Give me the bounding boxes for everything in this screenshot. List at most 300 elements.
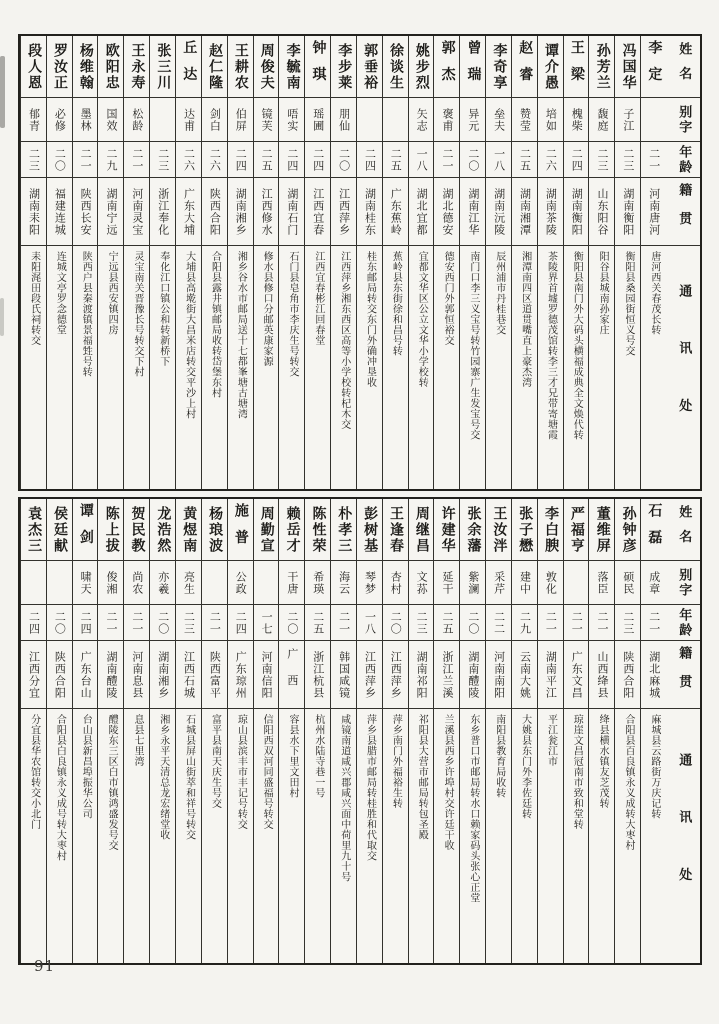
person-native-place-cell [615,178,640,246]
person-age-cell [150,605,175,641]
person-column [408,499,434,963]
person-byname: 琴梦 [363,570,377,595]
person-native-place-cell [254,641,279,709]
person-contact: 分宜县华农馆转交小北门 [28,714,40,830]
person-native-place-cell [279,178,304,246]
person-name: 李毓南 [284,42,301,91]
person-native-place-cell [383,641,408,709]
row-header-byname-cell [666,98,700,142]
person-contact-cell [279,246,304,489]
person-contact: 琼崖文昌冠南市致和堂转 [571,714,583,830]
person-age: 二一 [647,147,661,172]
person-age-cell [460,605,485,641]
person-native-place-cell [641,641,666,709]
person-byname-cell [383,98,408,142]
person-age: 二三 [27,147,41,172]
person-name-cell [279,499,304,561]
person-name-cell [538,499,563,561]
person-byname-cell [512,98,537,142]
person-byname-cell [21,561,46,605]
person-age: 二一 [130,147,144,172]
person-byname-cell [538,98,563,142]
person-age: 二一 [647,610,661,635]
person-age-cell [21,605,46,641]
person-column [382,36,408,489]
person-native-place-cell [409,641,434,709]
person-name-cell [254,499,279,561]
person-name: 周俊夫 [258,42,275,91]
person-column [330,499,356,963]
person-age: 二九 [518,610,532,635]
person-contact: 奉化江口镇公和转新桥下 [157,251,169,367]
person-native-place: 湖南衡阳 [621,187,635,236]
person-byname: 亮生 [182,570,196,595]
person-age-cell [512,142,537,178]
person-byname: 矢志 [415,107,429,132]
person-byname-cell [279,561,304,605]
person-name-cell [21,36,46,98]
person-byname: 杏村 [389,570,403,595]
person-age: 二六 [208,147,222,172]
person-column [227,499,253,963]
person-contact: 辰州浦市丹桂巷交 [493,251,505,335]
person-byname-cell [564,98,589,142]
person-age: 二一 [570,610,584,635]
person-age-cell [124,605,149,641]
person-contact-cell [47,246,72,489]
person-name: 谭剑 [77,502,94,557]
person-name-cell [564,36,589,98]
person-name-cell [202,499,227,561]
person-name: 周继昌 [413,505,430,554]
row-header-column [666,36,700,489]
person-byname-cell [641,561,666,605]
person-column [588,36,614,489]
row-header-native: 籍贯 [676,645,692,704]
person-name: 王永寿 [129,42,146,91]
person-age-cell [150,142,175,178]
person-native-place-cell [279,641,304,709]
person-age-cell [434,605,459,641]
person-column [356,499,382,963]
person-byname-cell [331,561,356,605]
person-column [72,36,98,489]
person-byname-cell [305,561,330,605]
person-byname: 镜芙 [260,107,274,132]
person-contact: 麻城县云路街万庆记转 [648,714,660,819]
person-age: 二二 [492,610,506,635]
person-native-place: 湖南醴陵 [105,650,119,699]
person-contact-cell [383,246,408,489]
person-name: 钟琪 [310,39,327,94]
person-native-place: 江西修水 [260,187,274,236]
person-contact-cell [331,246,356,489]
person-age: 二五 [440,610,454,635]
person-name-cell [73,36,98,98]
person-byname-cell [228,561,253,605]
person-contact: 平江瓮江市 [545,714,557,767]
person-native-place-cell [98,178,123,246]
person-byname: 槐柴 [570,107,584,132]
person-native-place-cell [228,178,253,246]
person-byname: 俊湘 [105,570,119,595]
person-native-place-cell [124,178,149,246]
person-name: 欧阳忠 [103,42,120,91]
person-name-cell [124,499,149,561]
row-header-age-cell [666,605,700,641]
person-native-place: 广东台山 [79,650,93,699]
person-contact: 衡阳县南门外大码头横福成典全文焕代转 [571,251,583,440]
person-contact-cell [641,709,666,963]
person-age-cell [305,605,330,641]
person-native-place-cell [202,641,227,709]
person-age-cell [98,142,123,178]
person-column [253,36,279,489]
person-age-cell [176,142,201,178]
person-native-place: 河南唐河 [647,187,661,236]
person-native-place: 广东蕉岭 [389,187,403,236]
person-name-cell [98,499,123,561]
person-name: 郭垂裕 [362,42,379,91]
person-native-place: 湖南石门 [285,187,299,236]
person-byname-cell [486,98,511,142]
person-name-cell [228,36,253,98]
person-name: 贺民教 [129,505,146,554]
person-byname-cell [279,98,304,142]
person-contact: 湘乡永平天清总龙宏绪堂收 [157,714,169,840]
person-name-cell [47,499,72,561]
person-age: 二三 [415,610,429,635]
person-contact: 茶陵界首墟罗德茂馆转李三才兄带寄塘霞 [545,251,557,440]
person-native-place: 湖南湘乡 [156,650,170,699]
person-contact: 湘潭南四区道贯嘴直上豪杰湾 [519,251,531,388]
person-age-cell [564,142,589,178]
person-column [330,36,356,489]
person-native-place-cell [383,178,408,246]
person-contact-cell [434,246,459,489]
person-age-cell [615,142,640,178]
person-age: 二一 [79,147,93,172]
person-column [201,499,227,963]
person-age: 二三 [156,147,170,172]
person-native-place-cell [538,641,563,709]
person-native-place: 广东大埔 [182,187,196,236]
person-contact-cell [641,246,666,489]
person-native-place: 山东阳谷 [596,187,610,236]
person-contact: 耒阳浘田段氏祠转交 [28,251,40,346]
person-age: 二〇 [156,610,170,635]
person-contact-cell [357,709,382,963]
person-contact: 桂东邮局转交东门外确冲垦收 [364,251,376,388]
person-native-place: 湖南平江 [544,650,558,699]
person-byname-cell [124,98,149,142]
person-name-cell [357,36,382,98]
person-column [511,36,537,489]
person-native-place-cell [176,641,201,709]
directory-table-bottom [18,497,702,965]
row-header-byname: 别字 [676,567,692,598]
person-contact: 石门县皂角市李庆生号转交 [287,251,299,377]
person-contact-cell [21,709,46,963]
person-name-cell [331,499,356,561]
person-contact-cell [538,709,563,963]
person-native-place: 浙江兰溪 [440,650,454,699]
person-age-cell [383,605,408,641]
person-contact: 灵宝南关晋豫长号转交下村 [131,251,143,377]
person-byname-cell [98,98,123,142]
person-contact: 南门口李三义宝号转竹园寨广生发宝号交 [467,251,479,440]
person-native-place: 江西宜春 [311,187,325,236]
person-byname-cell [254,561,279,605]
person-column [304,499,330,963]
person-name-cell [176,499,201,561]
person-native-place: 陕西合阳 [621,650,635,699]
person-native-place-cell [73,641,98,709]
person-contact-cell [538,246,563,489]
person-byname: 郁青 [27,107,41,132]
person-contact-cell [150,709,175,963]
person-byname-cell [254,98,279,142]
person-native-place: 陕西合阳 [208,187,222,236]
person-column [563,36,589,489]
person-byname-cell [409,98,434,142]
person-column [640,36,666,489]
row-header-byname: 别字 [676,104,692,135]
person-column [123,499,149,963]
person-contact: 合阳县露井镇邮局收转岱堡东村 [209,251,221,398]
person-contact: 东乡普口市邮局转水口赖家码头张心正堂 [467,714,479,903]
person-column [640,499,666,963]
row-header-column [666,499,700,963]
person-name-cell [434,499,459,561]
person-age-cell [279,142,304,178]
person-contact: 南阳县教育局收转 [493,714,505,798]
person-name-cell [538,36,563,98]
person-age: 二四 [285,147,299,172]
person-contact: 连城文亭罗念德堂 [54,251,66,335]
person-age-cell [409,605,434,641]
person-native-place-cell [512,641,537,709]
person-age-cell [202,605,227,641]
person-native-place: 湖北麻城 [647,650,661,699]
person-native-place-cell [460,641,485,709]
person-age: 二一 [130,610,144,635]
person-contact-cell [176,246,201,489]
person-byname-cell [47,98,72,142]
person-name-cell [21,499,46,561]
person-byname: 达甫 [182,107,196,132]
person-age: 二一 [440,147,454,172]
person-name: 赖岳才 [284,505,301,554]
person-byname-cell [460,561,485,605]
person-native-place-cell [512,178,537,246]
person-native-place: 湖北德安 [440,187,454,236]
person-name-cell [512,36,537,98]
person-age-cell [486,605,511,641]
person-name-cell [383,499,408,561]
person-contact-cell [331,709,356,963]
person-byname-cell [176,98,201,142]
person-contact-cell [615,709,640,963]
person-age-cell [98,605,123,641]
person-age-cell [641,605,666,641]
person-contact: 湘乡谷水市邮局送十七都峯塘古塘湾 [235,251,247,419]
person-contact-cell [176,709,201,963]
person-contact: 德安西门外郭恒裕交 [442,251,454,346]
person-name: 彭树基 [362,505,379,554]
person-contact: 石城县屏山街萃和祥号转交 [183,714,195,840]
row-header-native-cell [666,641,700,709]
person-contact-cell [305,246,330,489]
person-column [46,499,72,963]
person-byname: 培如 [544,107,558,132]
person-name: 周勤宣 [258,505,275,554]
person-column [304,36,330,489]
person-contact: 琼山县滨丰市丰记号转交 [235,714,247,830]
person-age: 二一 [596,610,610,635]
person-name: 王逢春 [387,505,404,554]
person-native-place: 湖北宜都 [415,187,429,236]
person-byname-cell [150,98,175,142]
person-name-cell [589,499,614,561]
person-native-place: 广东文昌 [570,650,584,699]
person-name: 石磊 [646,502,663,557]
person-byname: 异元 [466,107,480,132]
person-name: 董维屏 [594,505,611,554]
person-column [278,36,304,489]
person-age: 二〇 [389,610,403,635]
person-byname-cell [357,98,382,142]
person-native-place: 陕西富平 [208,650,222,699]
person-native-place-cell [615,641,640,709]
person-column [588,499,614,963]
person-name-cell [124,36,149,98]
person-name-cell [73,499,98,561]
person-native-place: 河南息县 [130,650,144,699]
person-contact-cell [383,709,408,963]
person-name: 杨琅波 [207,505,224,554]
person-name-cell [383,36,408,98]
person-age-cell [176,605,201,641]
person-byname: 国效 [105,107,119,132]
person-contact: 醴陵东三区白市镇鸿盛发号交 [106,714,118,851]
person-byname-cell [383,561,408,605]
person-name: 赵仁隆 [207,42,224,91]
person-native-place-cell [150,178,175,246]
person-age-cell [357,142,382,178]
person-native-place: 浙江杭县 [311,650,325,699]
person-byname: 剑白 [208,107,222,132]
person-name-cell [409,499,434,561]
person-byname: 文荪 [415,570,429,595]
person-age-cell [331,142,356,178]
person-native-place: 广西 [285,648,299,701]
person-age: 一七 [260,610,274,635]
scan-edge-smudge [0,56,5,128]
person-native-place: 湖南沅陵 [492,187,506,236]
person-byname: 墨林 [79,107,93,132]
person-byname-cell [331,98,356,142]
person-contact-cell [434,709,459,963]
person-native-place-cell [21,641,46,709]
person-native-place-cell [98,641,123,709]
person-native-place: 江西萍乡 [363,650,377,699]
person-native-place-cell [564,641,589,709]
person-byname-cell [589,98,614,142]
person-name-cell [486,36,511,98]
person-native-place-cell [228,641,253,709]
person-native-place-cell [21,178,46,246]
person-byname-cell [357,561,382,605]
person-age-cell [512,605,537,641]
person-name: 张子懋 [517,505,534,554]
person-native-place-cell [331,641,356,709]
person-age: 二五 [389,147,403,172]
row-header-native-cell [666,178,700,246]
row-header-age-cell [666,142,700,178]
person-native-place-cell [202,178,227,246]
person-column [511,499,537,963]
person-native-place-cell [124,641,149,709]
person-column [356,36,382,489]
person-contact-cell [486,246,511,489]
person-age: 二四 [27,610,41,635]
person-name-cell [279,36,304,98]
person-byname: 海云 [337,570,351,595]
person-age-cell [538,605,563,641]
person-contact-cell [73,246,98,489]
person-age-cell [228,605,253,641]
person-age: 二四 [570,147,584,172]
person-contact-cell [460,246,485,489]
person-native-place: 湖南耒阳 [27,187,41,236]
person-native-place: 湖南醴陵 [466,650,480,699]
person-age-cell [538,142,563,178]
person-column [278,499,304,963]
person-native-place: 江西石城 [182,650,196,699]
person-age-cell [357,605,382,641]
person-name-cell [305,499,330,561]
person-native-place-cell [409,178,434,246]
person-age: 二〇 [285,610,299,635]
person-name-cell [409,36,434,98]
person-name-cell [589,36,614,98]
person-native-place: 湖南湘潭 [518,187,532,236]
person-contact: 富平县南天庆生号交 [209,714,221,809]
scan-edge-smudge [0,298,4,336]
person-contact: 大埔县高墘街大昌米店转交平沙上村 [183,251,195,419]
person-byname: 啸天 [79,570,93,595]
person-contact-cell [202,246,227,489]
person-age: 二九 [105,147,119,172]
person-name: 陈性荣 [310,505,327,554]
person-contact: 唐河西关春茂长转 [648,251,660,335]
person-contact: 合阳县百良镇永义成转大枣村 [622,714,634,851]
person-native-place: 湖南祁阳 [415,650,429,699]
person-byname: 敦化 [544,570,558,595]
person-column [485,499,511,963]
person-byname-cell [589,561,614,605]
person-age-cell [228,142,253,178]
person-native-place-cell [486,178,511,246]
person-contact: 阳谷县城南孙家庄 [597,251,609,335]
person-byname: 紫澜 [466,570,480,595]
person-name: 李定 [646,39,663,94]
person-column [459,499,485,963]
row-header-contact: 通讯处 [676,752,692,925]
person-native-place-cell [73,178,98,246]
person-native-place-cell [357,641,382,709]
